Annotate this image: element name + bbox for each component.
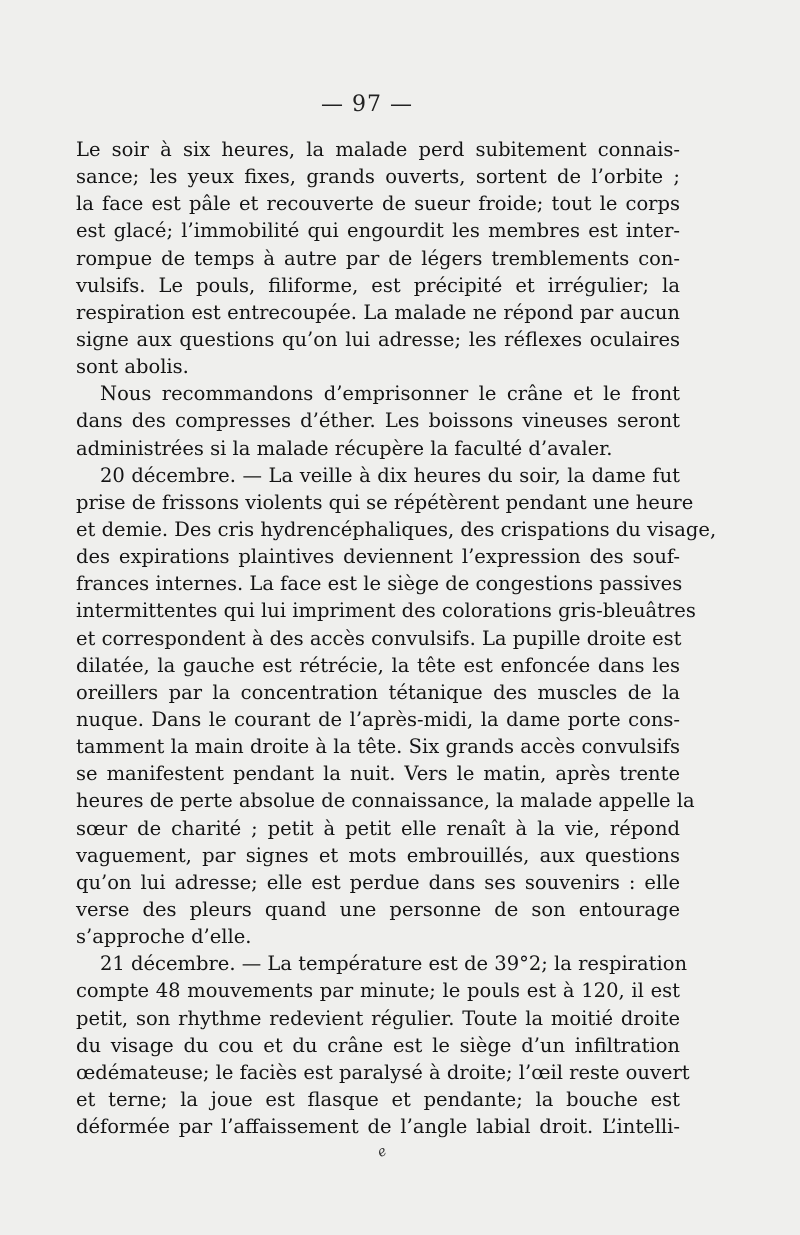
paragraph-start-line: 20 décembre. — La veille à dix heures du soir, la dame fut bbox=[100, 463, 680, 487]
text-line: vaguement, par signes et mots embrouillés, aux questions bbox=[76, 843, 680, 867]
text-line: sœur de charité ; petit à petit elle renaît à la vie, répond bbox=[76, 816, 680, 840]
text-line: prise de frissons violents qui se répétèrent pendant une heure bbox=[76, 490, 694, 514]
text-line: dans des compresses d’éther. Les boissons vineuses seront bbox=[76, 409, 680, 433]
text-line: œdémateuse; le faciès est paralysé à droite; l’œil reste ouvert bbox=[76, 1060, 690, 1084]
text-line: administrées si la malade récupère la faculté d’avaler. bbox=[76, 436, 613, 460]
text-line: vulsifs. Le pouls, filiforme, est précipité et irrégulier; la bbox=[76, 273, 680, 297]
text-line: sance; les yeux fixes, grands ouverts, sortent de l’orbite ; bbox=[76, 165, 680, 189]
text-line: et correspondent à des accès convulsifs. La pupille droite est bbox=[76, 626, 682, 650]
text-line: verse des pleurs quand une personne de son entourage bbox=[76, 897, 680, 921]
paragraph-start-line: 21 décembre. — La température est de 39°2; la respiration bbox=[100, 952, 687, 976]
text-line: se manifestent pendant la nuit. Vers le matin, après trente bbox=[76, 762, 680, 786]
text-line: oreillers par la concentration tétanique des muscles de la bbox=[76, 680, 680, 704]
text-line: heures de perte absolue de connaissance, la malade appelle la bbox=[76, 789, 695, 813]
text-line: dilatée, la gauche est rétrécie, la tête est enfoncée dans les bbox=[76, 653, 680, 677]
text-line: rompue de temps à autre par de légers tremblements con- bbox=[76, 246, 680, 270]
text-line: la face est pâle et recouverte de sueur froide; tout le corps bbox=[76, 192, 680, 216]
page-number: — 97 — bbox=[321, 92, 413, 117]
text-line: et terne; la joue est flasque et pendante; la bouche est bbox=[76, 1087, 680, 1111]
text-line: s’approche d’elle. bbox=[76, 925, 252, 949]
footer-mark: ℯ bbox=[374, 1142, 390, 1162]
text-line: du visage du cou et du crâne est le siège d’un infiltration bbox=[76, 1033, 680, 1057]
text-line: nuque. Dans le courant de l’après-midi, la dame porte cons- bbox=[76, 707, 680, 731]
text-line: compte 48 mouvements par minute; le pouls est à 120, il est bbox=[76, 979, 680, 1003]
text-line: tamment la main droite à la tête. Six grands accès convulsifs bbox=[76, 735, 680, 759]
paragraph-start-line: Nous recommandons d’emprisonner le crâne et le front bbox=[100, 382, 680, 406]
text-line: intermittentes qui lui impriment des colorations gris-bleuâtres bbox=[76, 599, 696, 623]
text-line: déformée par l’affaissement de l’angle labial droit. L’intelli- bbox=[76, 1115, 680, 1139]
text-line: Le soir à six heures, la malade perd subitement connais- bbox=[76, 138, 680, 161]
text-line: des expirations plaintives deviennent l’expression des souf- bbox=[76, 545, 680, 569]
text-line: est glacé; l’immobilité qui engourdit les membres est inter- bbox=[76, 219, 680, 243]
text-line: signe aux questions qu’on lui adresse; les réflexes oculaires bbox=[76, 327, 680, 351]
text-line: petit, son rhythme redevient régulier. Toute la moitié droite bbox=[76, 1006, 680, 1030]
body-text bbox=[76, 136, 717, 1140]
text-line: qu’on lui adresse; elle est perdue dans ses souvenirs : elle bbox=[76, 870, 680, 894]
text-line: respiration est entrecoupée. La malade ne répond par aucun bbox=[76, 300, 680, 324]
text-line: et demie. Des cris hydrencéphaliques, des crispations du visage, bbox=[76, 517, 717, 541]
text-line: sont abolis. bbox=[76, 355, 189, 379]
text-line: frances internes. La face est le siège de congestions passives bbox=[76, 572, 683, 596]
